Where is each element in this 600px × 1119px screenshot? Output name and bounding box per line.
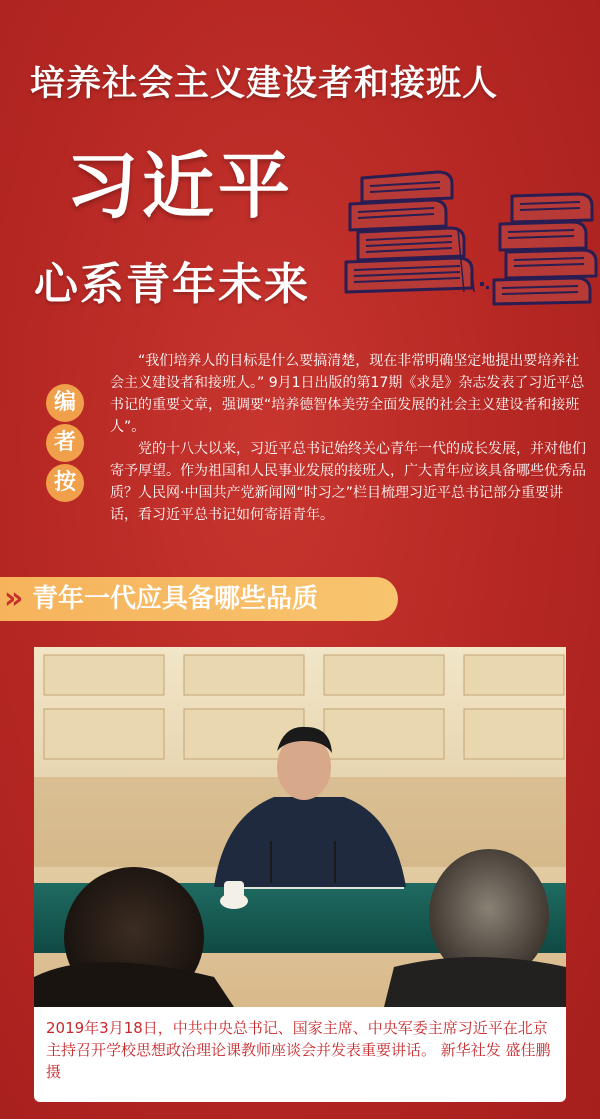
badge-char: 者 bbox=[46, 424, 84, 462]
news-photo bbox=[34, 647, 566, 1007]
headline: 培养社会主义建设者和接班人 bbox=[30, 64, 499, 104]
badge-char: 编 bbox=[46, 384, 84, 422]
photo-caption: 2019年3月18日，中共中央总书记、国家主席、中央军委主席习近平在北京主持召开学校思想政治理论课教师座谈会并发表重要讲话。 新华社发 盛佳鹏 摄 bbox=[46, 1019, 551, 1081]
badge-char: 按 bbox=[46, 464, 84, 502]
subtitle: 心系青年未来 bbox=[34, 259, 310, 310]
editor-paragraph: 党的十八大以来，习近平总书记始终关心青年一代的成长发展，并对他们寄予厚望。作为祖国和人民事业发展的接班人，广大青年应该具备哪些优秀品质？人民网·中国共产党新闻网“时习之”栏目梳理习近平总书记部分重要讲话，看习近平总书记如何寄语青年。 bbox=[110, 441, 586, 523]
editor-note-badge bbox=[46, 384, 88, 504]
name-title: 习近平 bbox=[66, 144, 295, 228]
chevron-right-icon: » bbox=[4, 581, 18, 616]
books-illustration bbox=[340, 160, 600, 310]
section-title: 青年一代应具备哪些品质 bbox=[32, 584, 319, 614]
editor-note-text bbox=[110, 350, 590, 526]
caption-box bbox=[34, 1007, 566, 1102]
editor-paragraph: “我们培养人的目标是什么要搞清楚，现在非常明确坚定地提出要培养社会主义建设者和接班人。” 9月1日出版的第17期《求是》杂志发表了习近平总书记的重要文章，强调要“培养德智体美劳全面发展的社会主义建设者和接班人”。 bbox=[110, 353, 585, 435]
section-header bbox=[0, 577, 398, 621]
photo-illustration bbox=[34, 647, 566, 1007]
